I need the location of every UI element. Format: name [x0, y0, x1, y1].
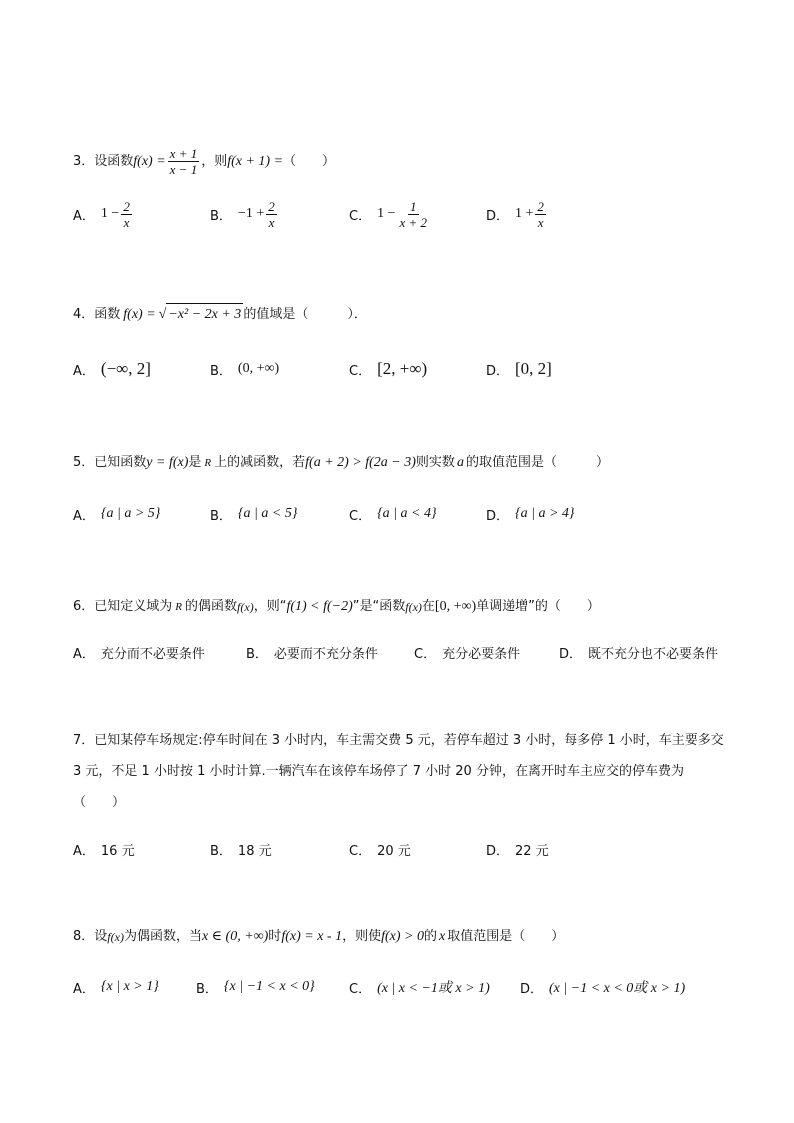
option-c: C． [2, +∞): [349, 359, 428, 379]
question-4-stem: 4．函数 f(x) = √ −x² − 2x + 3 的值域是（ ）．: [73, 303, 367, 326]
question-3-options: [73, 199, 733, 229]
option-b: B． (0, +∞): [210, 361, 280, 379]
question-6-options: [73, 637, 733, 667]
question-8-options: [73, 972, 733, 1002]
option-a: A． 充分而不必要条件: [73, 646, 205, 662]
option-c: C． 充分必要条件: [414, 646, 521, 662]
question-4-options: [73, 354, 733, 384]
option-b: B． {a | a < 5}: [210, 506, 298, 524]
option-c: C． 1 − $\frac{1}{x + 2}$: [349, 198, 428, 230]
option-b: B． 18 元: [210, 843, 272, 859]
option-d: D． (x | −1 < x < 0或 x > 1): [520, 981, 686, 997]
question-5-options: [73, 499, 733, 529]
question-8-stem: 8．设 f(x) 为偶函数，当 x ∈ (0, +∞) 时 f(x) = x - 1 ，则使 f(x) > 0 的 x 取值范围是（ ）: [73, 929, 565, 944]
question-5-stem: 5．已知函数 y = f(x) 是 R 上的减函数，若 f(a + 2) > f(2a − 3) 则实数 a 的取值范围是（ ）: [73, 455, 609, 470]
option-d: D． 1 + $\frac{2}{x}$: [486, 198, 544, 230]
question-3-stem: 3．设函数 f(x) = $\frac{x + 1}{x - 1}$ ，则 f(x + 1) = （ ）: [73, 146, 336, 177]
option-b: B． {x | −1 < x < 0}: [196, 979, 315, 997]
option-c: C． {a | a < 4}: [349, 506, 437, 524]
option-d: D． {a | a > 4}: [486, 506, 575, 524]
option-a: A． {a | a > 5}: [73, 506, 161, 524]
option-c: C． (x | x < −1或 x > 1): [349, 981, 490, 997]
option-c: C． 20 元: [349, 843, 411, 859]
option-a: A． (−∞, 2]: [73, 359, 151, 379]
fraction: $\frac{x + 1}{x - 1}$: [169, 146, 198, 177]
option-a: A． 1 − $\frac{2}{x}$: [73, 198, 130, 230]
sqrt-sign: √: [158, 306, 167, 322]
option-a: A． 16 元: [73, 843, 135, 859]
question-6-stem: 6．已知定义域为 R 的偶函数 f(x) ，则“ f(1) < f(−2) ”是“函数 f(x) 在 [0, +∞) 单调递增”的（ ）: [73, 599, 600, 614]
option-d: D． [0, 2]: [486, 359, 552, 379]
option-a: A． {x | x > 1}: [73, 979, 159, 997]
option-d: D． 22 元: [486, 843, 549, 859]
option-b: B． 必要而不充分条件: [246, 646, 378, 662]
option-d: D． 既不充分也不必要条件: [559, 646, 719, 662]
question-7-options: [73, 834, 733, 864]
question-7-stem: 7．已知某停车场规定:停车时间在 3 小时内，车主需交费 5 元，若停车超过 3 小时，每多停 1 小时，车主要多交 3 元，不足 1 小时按 1 小时计算.一辆汽车在该停车场停了 7 小时 20 分钟，在离开时车主应交的停车费为（ ）: [73, 733, 724, 810]
option-b: B． −1 + $\frac{2}{x}$: [210, 198, 275, 230]
